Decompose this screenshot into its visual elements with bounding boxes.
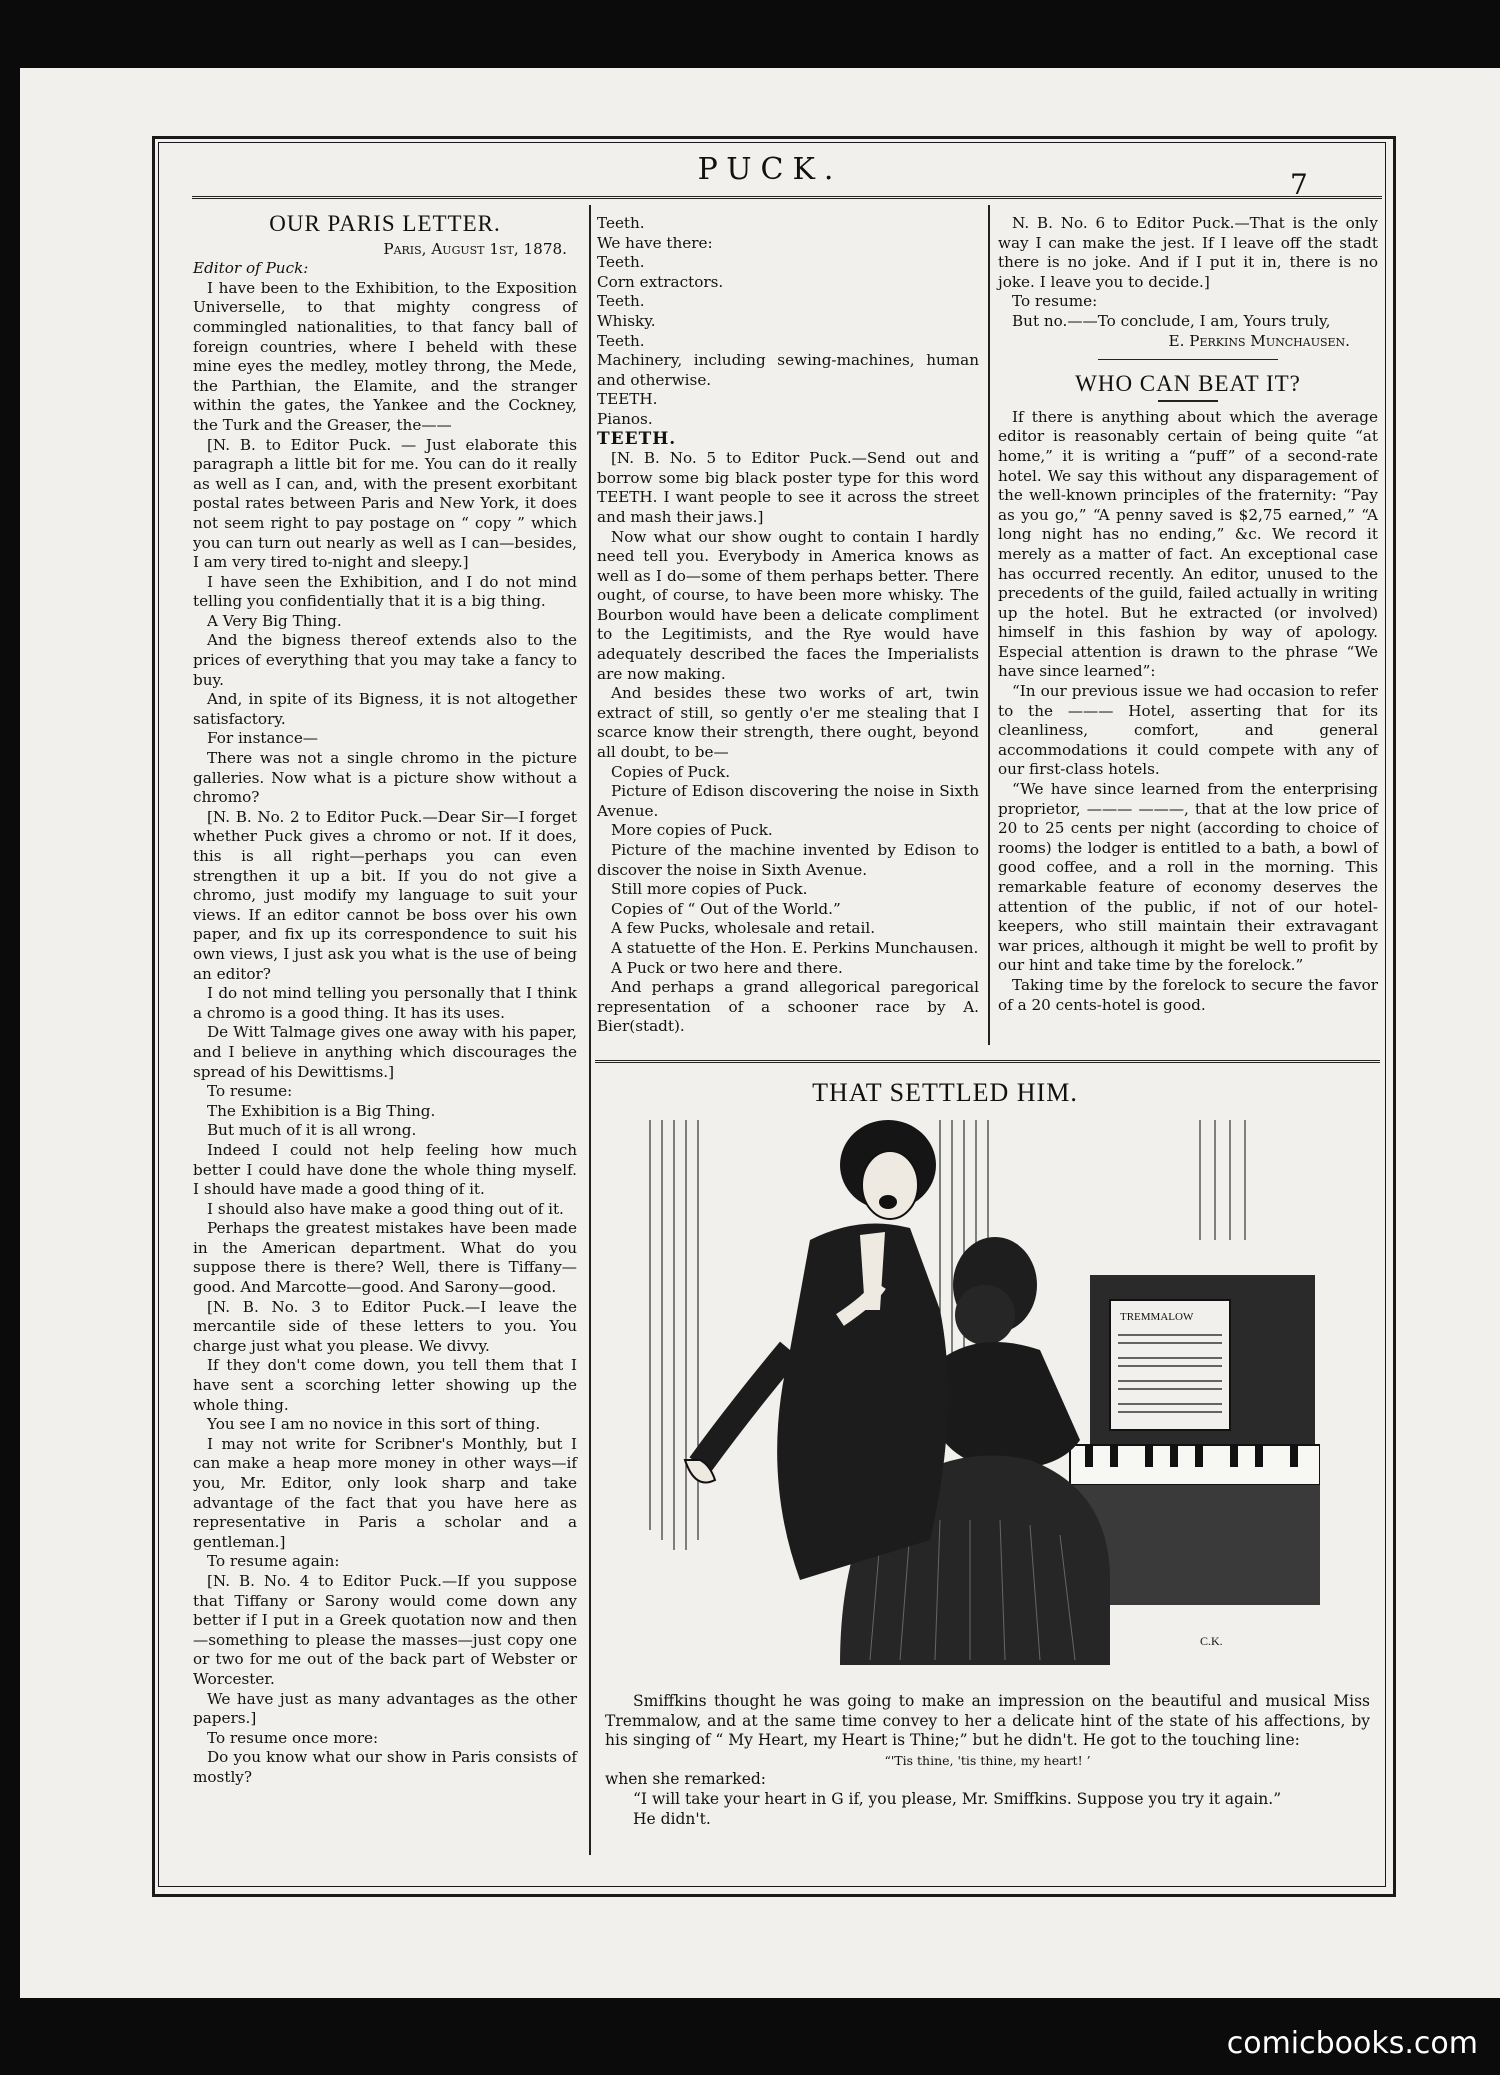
- cartoon-title: THAT SETTLED HIM.: [812, 1078, 1078, 1107]
- paragraph: Copies of Puck.: [611, 762, 731, 781]
- list-item: Teeth.: [597, 253, 645, 272]
- artist-mark: C.K.: [1200, 1634, 1223, 1648]
- salutation: Editor of Puck:: [193, 259, 309, 278]
- paragraph: [N. B. No. 5 to Editor Puck.—Send out and borrow some big black poster type for this word TEETH. I want people to see it across the street and mash their jaws.]: [597, 449, 979, 526]
- title-rule: [1158, 400, 1218, 402]
- left-paragraphs: [193, 279, 577, 1788]
- paragraph: But no.——To conclude, I am, Yours truly,: [1012, 311, 1331, 330]
- column-divider-left: [589, 205, 591, 1855]
- caption-paragraph-3: “I will take your heart in G if, you please, Mr. Smiffkins. Suppose you try it again.”: [633, 1789, 1282, 1808]
- paragraph: Taking time by the forelock to secure the favor of a 20 cents-hotel is good.: [998, 975, 1378, 1014]
- caption-paragraph-2: when she remarked:: [605, 1770, 767, 1789]
- paragraph: [N. B. No. 4 to Editor Puck.—If you suppose that Tiffany or Sarony would come down any better if I put in a Greek quotation now and then—something to please the masses—just copy one or two for me out of the back part of Webster or Worcester.: [193, 1571, 577, 1688]
- paragraph: I have seen the Exhibition, and I do not mind telling you confidentially that it is a big thing.: [193, 572, 577, 611]
- list-item: Machinery, including sewing-machines, human and otherwise.: [597, 351, 979, 389]
- paragraph: A Puck or two here and there.: [611, 958, 843, 977]
- dateline: Paris, August 1st, 1878.: [383, 239, 567, 258]
- paragraph: And, in spite of its Bigness, it is not altogether satisfactory.: [193, 690, 577, 728]
- sheet-music-label: TREMMALOW: [1120, 1311, 1194, 1323]
- left-column: [193, 210, 577, 1788]
- teeth-bold: TEETH.: [597, 428, 677, 449]
- paragraph: “We have since learned from the enterprising proprietor, ——— ———, that at the low price of 20 to 25 cents per night (according to choice of rooms) the lodger is entitled to a bath, a bowl of good coffee, and a roll in the morning. This remarkable feature of economy deserves the attention of the public, if not of our hotel-keepers, who still maintain their extravagant war prices, although it might be well to profit by our hint and take time by the forelock.”: [998, 780, 1378, 975]
- caption-paragraph-1: Smiffkins thought he was going to make an impression on the beautiful and musical Miss Tremmalow, and at the same time convey to her a delicate hint of the state of his affections, by his singing of “ My Heart, my Heart is Thine;” but he didn't. He got to the touching line:: [605, 1692, 1370, 1750]
- paragraph: If there is anything about which the average editor is reasonably certain of being quite “at home,” it is writing a “puff” of a second-rate hotel. We say this without any disparagement of the well-known principles of the fraternity: “Pay as you go,” “A penny saved is $2,75 earned,” “A long night has no ending,” &c. We record it merely as a matter of fact. An exceptional case has occurred recently. An editor, unused to the precedents of the guild, failed actually in writing up the hotel. But he extracted (or involved) himself in this fashion by way of apology. Especial attention is drawn to the phrase “We have since learned”:: [998, 407, 1378, 681]
- caption-paragraph-4: He didn't.: [633, 1809, 711, 1828]
- column-divider-right: [988, 205, 990, 1045]
- article-title-paris-letter: OUR PARIS LETTER.: [269, 211, 501, 236]
- paragraph: To resume once more:: [207, 1728, 379, 1747]
- article-title-who-can-beat-it: WHO CAN BEAT IT?: [1075, 371, 1301, 397]
- paragraph: Do you know what our show in Paris consists of mostly?: [193, 1748, 577, 1786]
- caption-quote-line: “'Tis thine, 'tis thine, my heart! ’: [884, 1752, 1091, 1768]
- paragraph: To resume again:: [207, 1552, 340, 1571]
- paragraph: We have just as many advantages as the other papers.]: [193, 1689, 577, 1728]
- paragraph: The Exhibition is a Big Thing.: [207, 1101, 436, 1120]
- paragraph: N. B. No. 6 to Editor Puck.—That is the only way I can make the jest. If I leave off the stadt there is no joke. And if I put it in, there is no joke. I leave you to decide.]: [998, 214, 1378, 291]
- masthead-title: PUCK.: [697, 152, 843, 187]
- paragraph: To resume:: [1012, 292, 1098, 311]
- paragraph: More copies of Puck.: [611, 821, 773, 840]
- paragraph: Still more copies of Puck.: [611, 880, 808, 899]
- paragraph: Picture of Edison discovering the noise in Sixth Avenue.: [597, 782, 979, 820]
- paragraph: I have been to the Exhibition, to the Exposition Universelle, to that mighty congress of commingled nationalities, to that fancy ball of foreign countries, where I beheld with these mine eyes the medley, motley throng, the Mede, the Parthian, the Elamite, and the stranger within the gates, the Yankee and the Cockney, the Turk and the Greaser, the——: [193, 278, 577, 434]
- list-item: TEETH.: [597, 390, 658, 409]
- paragraph: I may not write for Scribner's Monthly, but I can make a heap more money in other ways—if you, Mr. Editor, only look sharp and take advantage of the fact that you have here as representative in Paris a scholar and a gentleman.]: [193, 1434, 577, 1551]
- paragraph: If they don't come down, you tell them that I have sent a scorching letter showing up the whole thing.: [193, 1356, 577, 1414]
- paragraph: [N. B. No. 2 to Editor Puck.—Dear Sir—I forget whether Puck gives a chromo or not. If it does, this is all right—perhaps you can even strengthen it up a bit. If you do not give a chromo, just modify my language to suit your views. If an editor cannot be boss over his own paper, and fix up its correspondence to suit his own views, I just ask you what is the use of being an editor?: [193, 807, 577, 983]
- paragraph: Copies of “ Out of the World.”: [611, 899, 841, 918]
- middle-column: [597, 214, 979, 1037]
- paragraph: And perhaps a grand allegorical paregorical representation of a schooner race by A. Bier(stadt).: [597, 978, 979, 1036]
- paragraph: Now what our show ought to contain I hardly need tell you. Everybody in America knows as well as I do—some of them perhaps better. There ought, of course, to have been more whisky. The Bourbon would have been a delicate compliment to the Legitimists, and the Rye would have adequately described the faces the Imperialists are now making.: [597, 527, 979, 683]
- paragraph: I do not mind telling you personally that I think a chromo is a good thing. It has its uses.: [193, 984, 577, 1022]
- cartoon-section-rule: [595, 1060, 1380, 1063]
- paragraph: You see I am no novice in this sort of thing.: [207, 1415, 541, 1434]
- hotel-article: [998, 408, 1378, 1015]
- paragraph: And besides these two works of art, twin extract of still, so gently o'er me stealing that I scarce know their strength, there ought, beyond all doubt, to be—: [597, 684, 979, 762]
- list-item: Corn extractors.: [597, 272, 724, 291]
- teeth-list: [597, 214, 979, 430]
- paragraph: There was not a single chromo in the picture galleries. Now what is a picture show without a chromo?: [193, 749, 577, 807]
- cartoon-caption: [605, 1692, 1370, 1829]
- right-paragraphs: [998, 214, 1378, 332]
- signature: E. Perkins Munchausen.: [1168, 331, 1350, 350]
- masthead-rule: [192, 196, 1382, 199]
- list-item: Teeth.: [597, 292, 645, 311]
- paragraph: A statuette of the Hon. E. Perkins Munchausen.: [611, 938, 979, 957]
- list-item: Pianos.: [597, 409, 653, 428]
- paragraph: A few Pucks, wholesale and retail.: [611, 919, 876, 938]
- paragraph: But much of it is all wrong.: [207, 1121, 417, 1140]
- right-column: [998, 214, 1378, 1015]
- watermark: comicbooks.com: [1226, 2026, 1478, 2061]
- paragraph: Perhaps the greatest mistakes have been made in the American department. What do you suppose there is there? Well, there is Tiffany—good. And Marcotte—good. And Sarony—good.: [193, 1219, 577, 1297]
- paragraph: To resume:: [207, 1082, 293, 1101]
- page-number: 7: [1290, 168, 1308, 201]
- paragraph: Indeed I could not help feeling how much better I could have done the whole thing myself. I should have made a good thing of it.: [193, 1140, 577, 1199]
- list-item: Teeth.: [597, 331, 645, 350]
- paragraph: For instance—: [207, 729, 318, 748]
- middle-paragraphs: [597, 449, 979, 1037]
- paragraph: Picture of the machine invented by Edison to discover the noise in Sixth Avenue.: [597, 841, 979, 879]
- cartoon-illustration: [640, 1110, 1320, 1675]
- list-item: We have there:: [597, 233, 713, 252]
- paragraph: “In our previous issue we had occasion to refer to the ——— Hotel, asserting that for its cleanliness, comfort, and general accommodations it could compete with any of our first-class hotels.: [998, 682, 1378, 779]
- paragraph: I should also have make a good thing out of it.: [207, 1199, 564, 1218]
- paragraph: De Witt Talmage gives one away with his paper, and I believe in anything which discourages the spread of his Dewittisms.]: [193, 1023, 577, 1081]
- paragraph: [N. B. to Editor Puck. — Just elaborate this paragraph a little bit for me. You can do it really as well as I can, and, with the present exorbitant postal rates between Paris and New York, it does not seem right to pay postage on “ copy ” which you can turn out nearly as well as I can—besides, I am very tired to-night and sleepy.]: [193, 435, 577, 572]
- list-item: Teeth.: [597, 214, 645, 232]
- paragraph: A Very Big Thing.: [207, 611, 342, 630]
- list-item: Whisky.: [597, 311, 656, 330]
- signature-rule: [1098, 359, 1278, 360]
- paragraph: [N. B. No. 3 to Editor Puck.—I leave the mercantile side of these letters to you. You charge just what you please. We divvy.: [193, 1297, 577, 1355]
- paragraph: And the bigness thereof extends also to the prices of everything that you may take a fancy to buy.: [193, 631, 577, 689]
